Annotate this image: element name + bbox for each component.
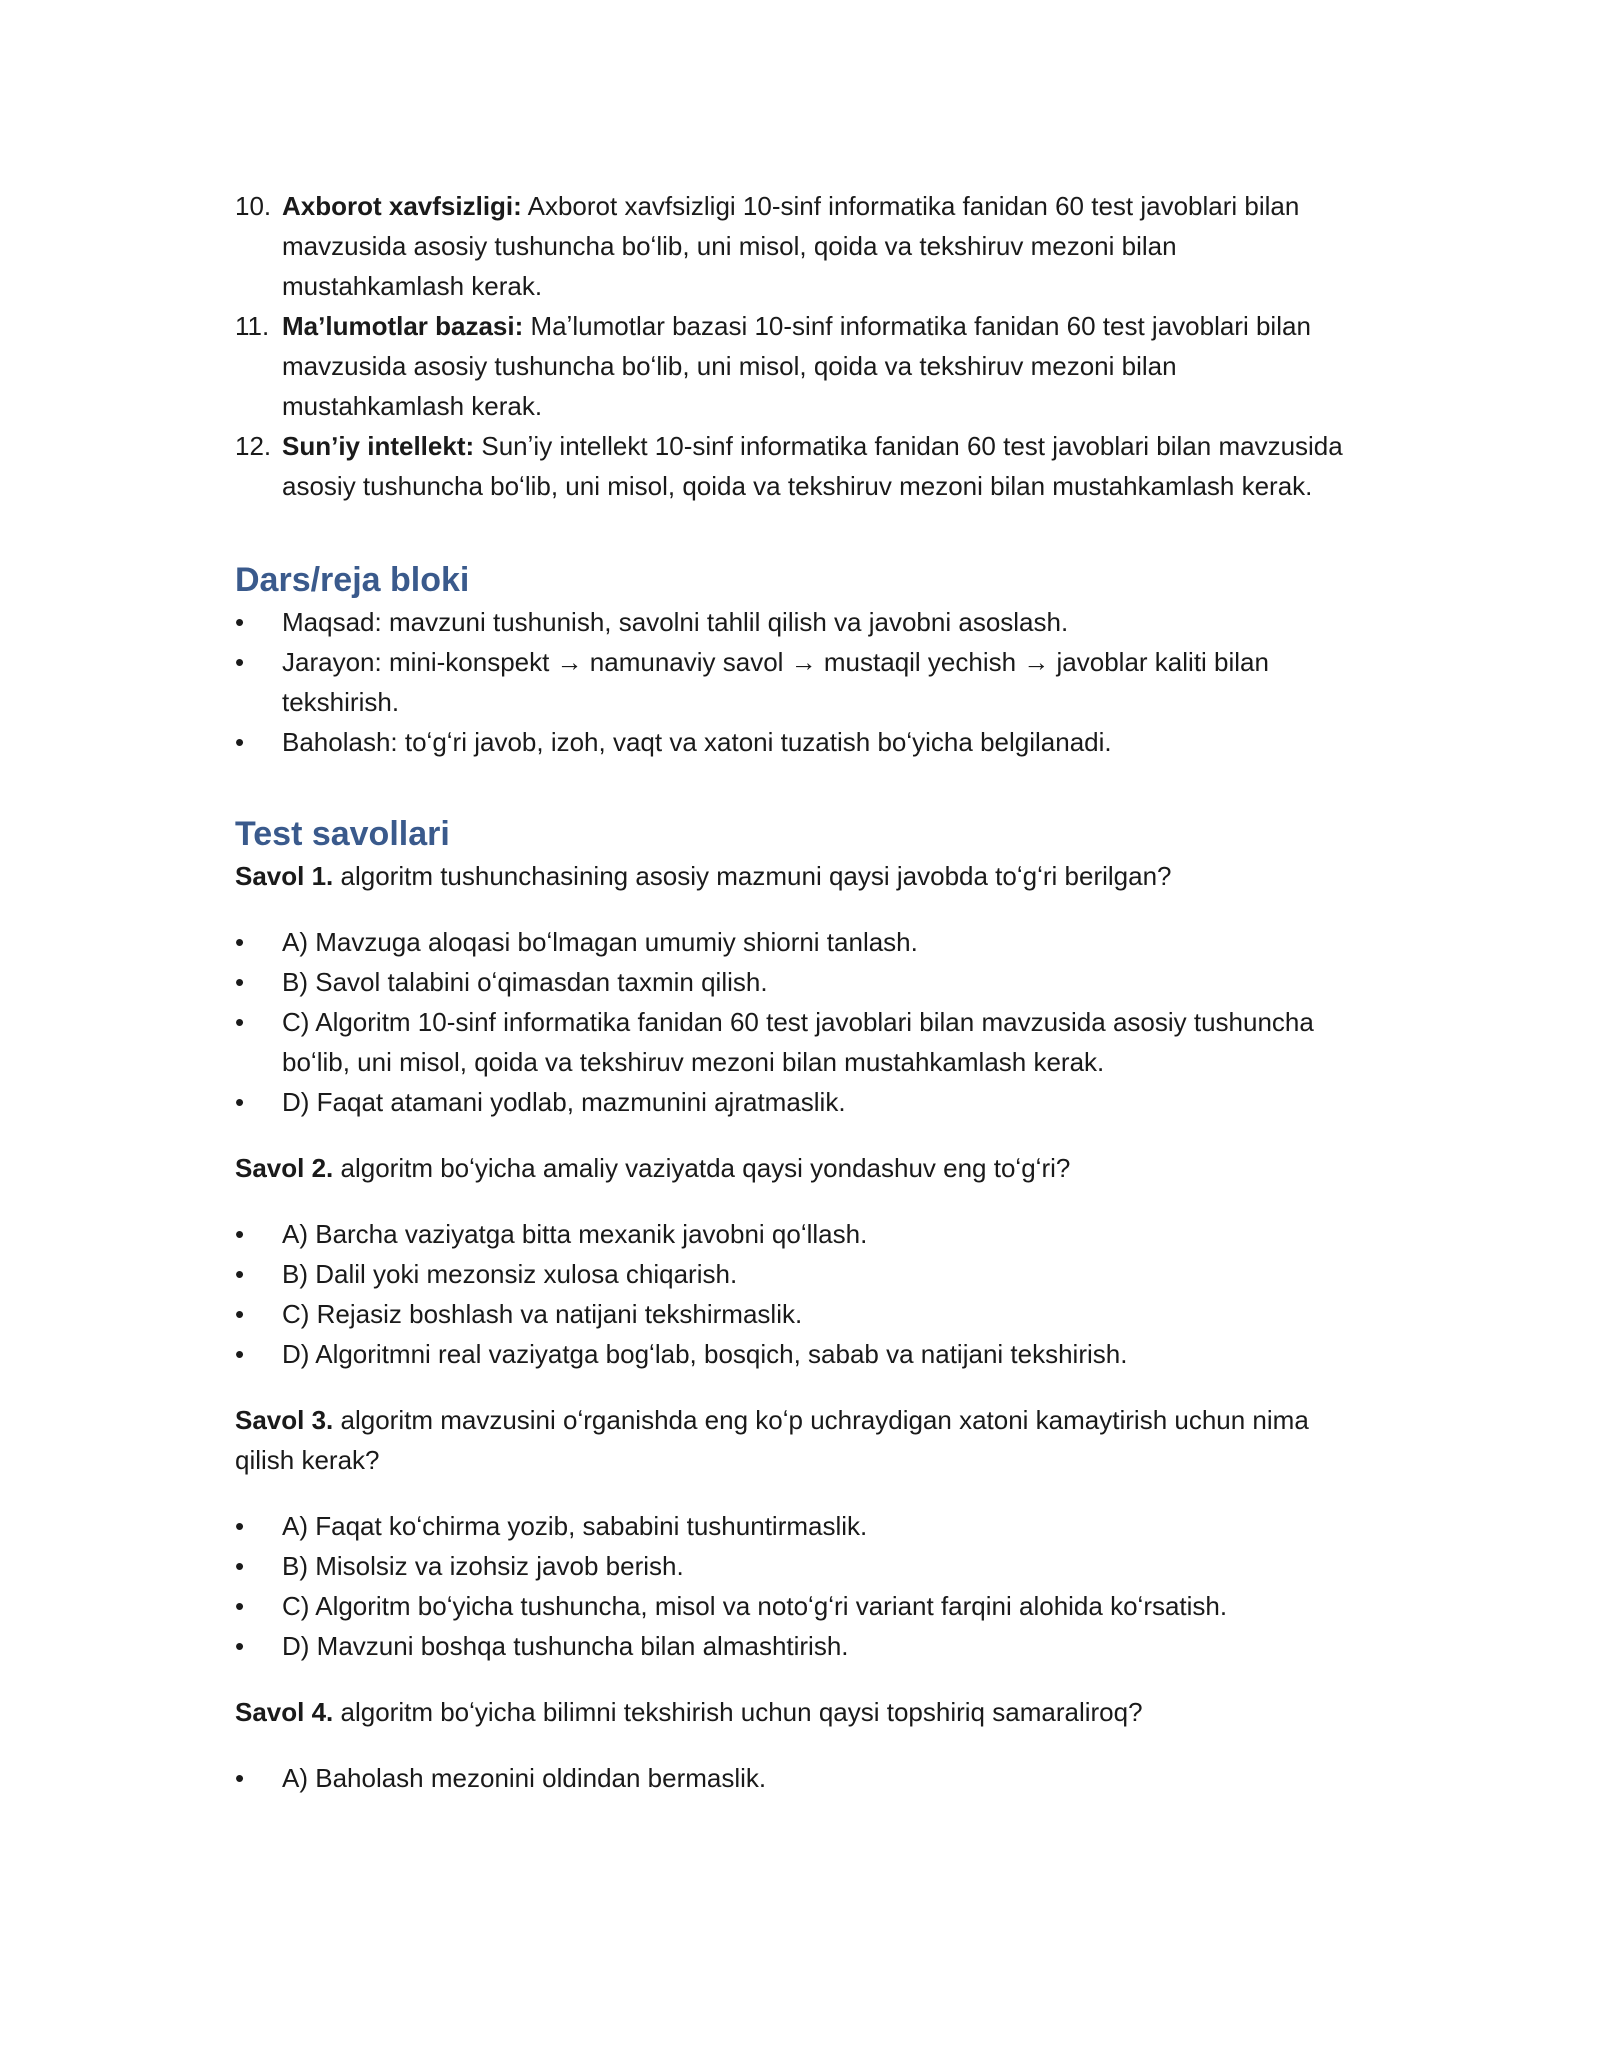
bullet-icon: • bbox=[235, 1007, 245, 1037]
list-item bbox=[235, 642, 1365, 722]
topic-number: 12. bbox=[235, 431, 272, 461]
option-item bbox=[235, 1546, 1365, 1586]
question-2-options bbox=[235, 1214, 1365, 1374]
question-4 bbox=[235, 1692, 1365, 1732]
topic-title: Axborot xavfsizligi: bbox=[282, 191, 522, 221]
question-text: algoritm boʻyicha bilimni tekshirish uchun qaysi topshiriq samaraliroq? bbox=[333, 1697, 1143, 1727]
option-item bbox=[235, 1506, 1365, 1546]
topic-item bbox=[235, 426, 1365, 506]
option-text: A) Faqat koʻchirma yozib, sababini tushuntirmaslik. bbox=[282, 1511, 868, 1541]
question-text: algoritm tushunchasining asosiy mazmuni qaysi javobda toʻgʻri berilgan? bbox=[333, 861, 1172, 891]
question-3-options bbox=[235, 1506, 1365, 1666]
bullet-icon: • bbox=[235, 1339, 245, 1369]
bullet-icon: • bbox=[235, 607, 245, 637]
document-page bbox=[235, 186, 1365, 1798]
option-item bbox=[235, 1082, 1365, 1122]
option-item bbox=[235, 1002, 1365, 1082]
question-label: Savol 3. bbox=[235, 1405, 334, 1435]
topic-number: 10. bbox=[235, 191, 272, 221]
option-text: A) Baholash mezonini oldindan bermaslik. bbox=[282, 1763, 767, 1793]
list-item-text: Jarayon: mini-konspekt → namunaviy savol → mustaqil yechish → javoblar kaliti bilan tekshirish. bbox=[282, 647, 1269, 717]
option-text: A) Mavzuga aloqasi boʻlmagan umumiy shiorni tanlash. bbox=[282, 927, 918, 957]
bullet-icon: • bbox=[235, 1299, 245, 1329]
list-item-text: Baholash: toʻgʻri javob, izoh, vaqt va xatoni tuzatish boʻyicha belgilanadi. bbox=[282, 727, 1112, 757]
option-text: B) Misolsiz va izohsiz javob berish. bbox=[282, 1551, 684, 1581]
option-text: C) Algoritm boʻyicha tushuncha, misol va notoʻgʻri variant farqini alohida koʻrsatish. bbox=[282, 1591, 1228, 1621]
list-item-text: Maqsad: mavzuni tushunish, savolni tahlil qilish va javobni asoslash. bbox=[282, 607, 1069, 637]
option-item bbox=[235, 1626, 1365, 1666]
option-text: C) Rejasiz boshlash va natijani tekshirmaslik. bbox=[282, 1299, 803, 1329]
option-text: D) Algoritmni real vaziyatga bogʻlab, bosqich, sabab va natijani tekshirish. bbox=[282, 1339, 1128, 1369]
option-text: C) Algoritm 10-sinf informatika fanidan 60 test javoblari bilan mavzusida asosiy tushuncha boʻlib, uni misol, qoida va tekshiruv mezoni bilan mustahkamlash kerak. bbox=[282, 1007, 1314, 1077]
dars-list bbox=[235, 602, 1365, 762]
topic-title: Maʼlumotlar bazasi: bbox=[282, 311, 524, 341]
question-text: algoritm mavzusini oʻrganishda eng koʻp uchraydigan xatoni kamaytirish uchun nima qilish kerak? bbox=[235, 1405, 1309, 1475]
question-label: Savol 2. bbox=[235, 1153, 334, 1183]
topic-text: Maʼlumotlar bazasi 10-sinf informatika fanidan 60 test javoblari bilan mavzusida asosiy tushuncha boʻlib, uni misol, qoida va tekshiruv mezoni bilan mustahkamlash kerak. bbox=[282, 311, 1311, 421]
bullet-icon: • bbox=[235, 1631, 245, 1661]
topic-item bbox=[235, 186, 1365, 306]
option-item bbox=[235, 922, 1365, 962]
topic-item bbox=[235, 306, 1365, 426]
question-1-options bbox=[235, 922, 1365, 1122]
question-label: Savol 1. bbox=[235, 861, 334, 891]
bullet-icon: • bbox=[235, 1511, 245, 1541]
bullet-icon: • bbox=[235, 1087, 245, 1117]
bullet-icon: • bbox=[235, 1763, 245, 1793]
bullet-icon: • bbox=[235, 1219, 245, 1249]
topic-number: 11. bbox=[235, 311, 270, 341]
option-item bbox=[235, 1214, 1365, 1254]
option-item bbox=[235, 1334, 1365, 1374]
option-text: A) Barcha vaziyatga bitta mexanik javobni qoʻllash. bbox=[282, 1219, 868, 1249]
section-heading-test: Test savollari bbox=[235, 815, 450, 853]
section-heading-dars: Dars/reja bloki bbox=[235, 561, 470, 599]
question-text: algoritm boʻyicha amaliy vaziyatda qaysi yondashuv eng toʻgʻri? bbox=[333, 1153, 1071, 1183]
option-item bbox=[235, 1294, 1365, 1334]
question-1 bbox=[235, 856, 1365, 896]
bullet-icon: • bbox=[235, 967, 245, 997]
bullet-icon: • bbox=[235, 647, 245, 677]
question-label: Savol 4. bbox=[235, 1697, 334, 1727]
topic-text: Axborot xavfsizligi 10-sinf informatika fanidan 60 test javoblari bilan mavzusida asosiy tushuncha boʻlib, uni misol, qoida va tekshiruv mezoni bilan mustahkamlash kerak. bbox=[282, 191, 1300, 301]
bullet-icon: • bbox=[235, 927, 245, 957]
question-2 bbox=[235, 1148, 1365, 1188]
option-text: D) Faqat atamani yodlab, mazmunini ajratmaslik. bbox=[282, 1087, 846, 1117]
question-3 bbox=[235, 1400, 1365, 1480]
option-item bbox=[235, 1254, 1365, 1294]
topic-text: Sunʼiy intellekt 10-sinf informatika fanidan 60 test javoblari bilan mavzusida asosiy tushuncha boʻlib, uni misol, qoida va tekshiruv mezoni bilan mustahkamlash kerak. bbox=[282, 431, 1343, 501]
bullet-icon: • bbox=[235, 1259, 245, 1289]
option-text: B) Dalil yoki mezonsiz xulosa chiqarish. bbox=[282, 1259, 738, 1289]
option-item bbox=[235, 962, 1365, 1002]
bullet-icon: • bbox=[235, 727, 245, 757]
bullet-icon: • bbox=[235, 1551, 245, 1581]
option-item bbox=[235, 1758, 1365, 1798]
question-4-options bbox=[235, 1758, 1365, 1798]
bullet-icon: • bbox=[235, 1591, 245, 1621]
topic-title: Sunʼiy intellekt: bbox=[282, 431, 475, 461]
option-item bbox=[235, 1586, 1365, 1626]
option-text: D) Mavzuni boshqa tushuncha bilan almashtirish. bbox=[282, 1631, 849, 1661]
list-item bbox=[235, 602, 1365, 642]
topics-list bbox=[235, 186, 1365, 506]
option-text: B) Savol talabini oʻqimasdan taxmin qilish. bbox=[282, 967, 768, 997]
list-item bbox=[235, 722, 1365, 762]
